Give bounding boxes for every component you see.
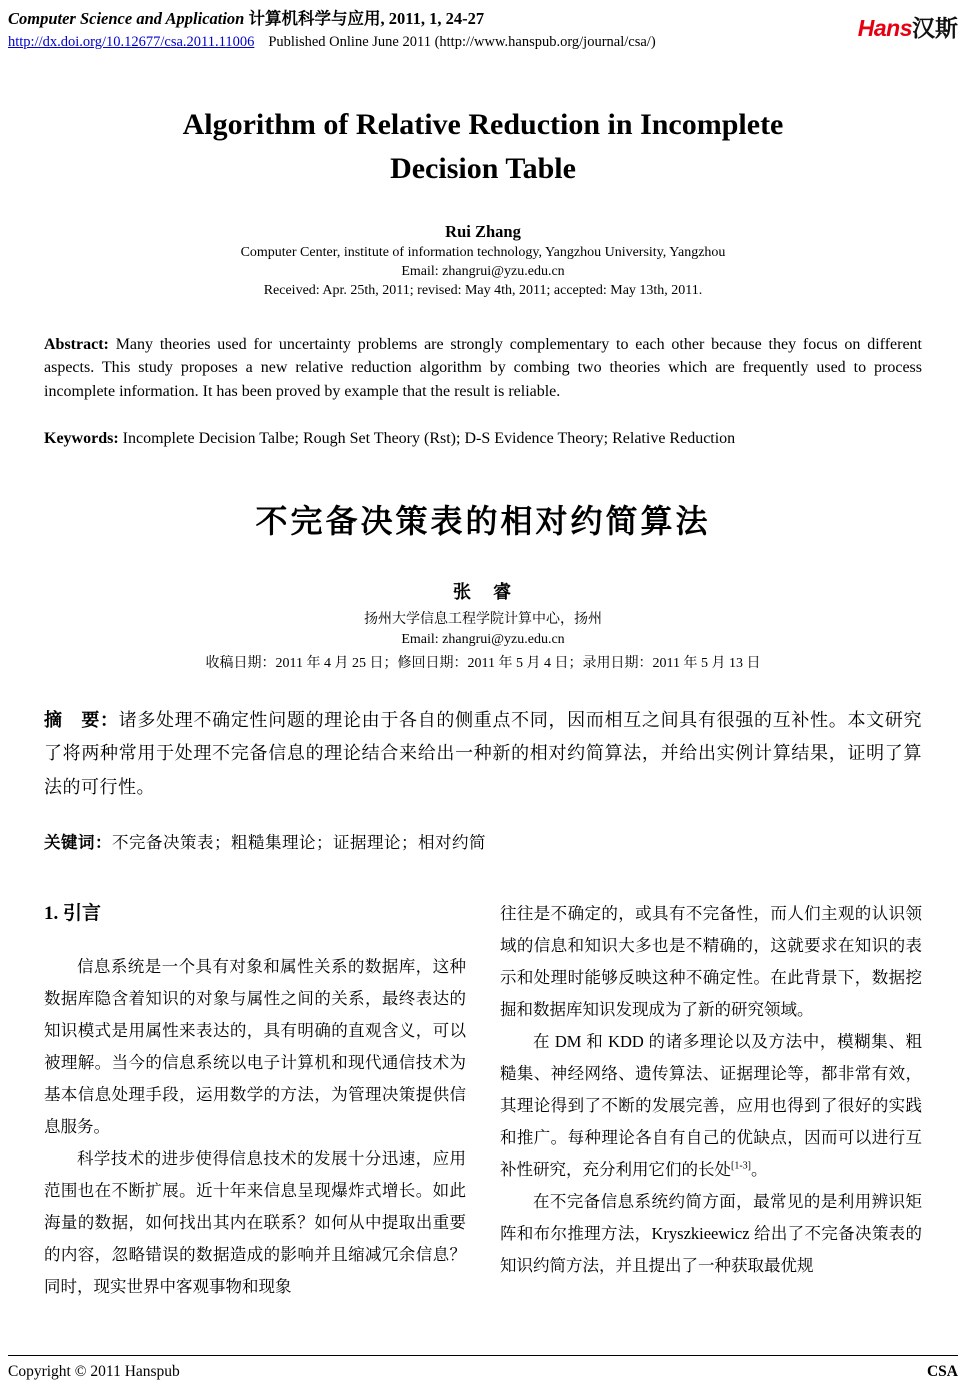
intro-paragraph-1: 信息系统是一个具有对象和属性关系的数据库，这种数据库隐含着知识的对象与属性之间的关系，最终表达的知识模式是用属性来表达的，具有明确的直观含义，可以被理解。当今的信息系统以电子计算机和现代通信技术为基本信息处理手段，运用数学的方法，为管理决策提供信息服务。 — [44, 957, 466, 1137]
paper-title-english — [44, 103, 922, 190]
journal-name-chinese: 计算机科学与应用, 2011, 1, 24-27 — [244, 9, 485, 28]
intro-paragraph-2: 科学技术的进步使得信息技术的发展十分迅速，应用范围也在不断扩展。近十年来信息呈现爆炸式增长。如此海量的数据，如何找出其内在联系？如何从中提取出重要的内容，忽略错误的数据造成的影响并且缩减冗余信息？同时，现实世界中客观事物和现象 — [44, 1149, 466, 1297]
paper-title-chinese: 不完备决策表的相对约简算法 — [255, 503, 711, 540]
journal-abbreviation: CSA — [926, 1363, 958, 1380]
author-affiliation-chinese: 扬州大学信息工程学院计算中心，扬州 — [364, 612, 602, 628]
abstract-label: Abstract: — [44, 336, 109, 354]
journal-info — [8, 8, 656, 51]
intro-paragraph-3-end: 。 — [751, 1160, 768, 1180]
section-heading-introduction: 1. 引言 — [44, 903, 102, 925]
paper-title-english-line1: Algorithm of Relative Reduction in Incomplete — [182, 108, 784, 142]
hanspub-logo-chinese-text: 汉斯 — [912, 15, 958, 41]
two-column-body — [44, 898, 922, 1303]
author-block-english — [44, 222, 922, 299]
journal-name-english: Computer Science and Application — [8, 9, 245, 28]
intro-paragraph-2-continued: 往往是不确定的，或具有不完备性，而人们主观的认识领域的信息和知识大多也是不精确的，这就要求在知识的表示和处理时能够反映这种不确定性。在此背景下，数据挖掘和数据库知识发现成为了新的研究领域。 — [500, 904, 922, 1020]
page-footer — [8, 1355, 958, 1381]
intro-paragraph-3 — [500, 1026, 922, 1186]
hanspub-logo-hans-text: Hans — [857, 15, 912, 41]
paper-title-english-line2: Decision Table — [390, 151, 576, 185]
right-column — [500, 898, 922, 1303]
keywords-label-chinese: 关键词： — [44, 832, 112, 852]
abstract-label-chinese: 摘 要： — [44, 710, 119, 731]
intro-paragraph-4: 在不完备信息系统约简方面，最常见的是利用辨识矩阵和布尔推理方法，Kryszkieewicz 给出了不完备决策表的知识约简方法，并且提出了一种获取最优规 — [500, 1192, 922, 1276]
keywords-text: Incomplete Decision Talbe; Rough Set Theory (Rst); D-S Evidence Theory; Relative Reduction — [118, 429, 736, 447]
author-affiliation: Computer Center, institute of information technology, Yangzhou University, Yangzhou — [240, 245, 726, 261]
author-name: Rui Zhang — [445, 222, 521, 242]
keywords-text-chinese: 不完备决策表；粗糙集理论；证据理论；相对约简 — [112, 832, 486, 852]
left-column — [44, 898, 466, 1303]
doi-line — [8, 34, 656, 51]
author-email: Email: zhangrui@yzu.edu.cn — [401, 264, 565, 280]
published-info: Published Online June 2011 (http://www.hanspub.org/journal/csa/) — [268, 34, 656, 51]
abstract-text-chinese: 诸多处理不确定性问题的理论由于各自的侧重点不同，因而相互之间具有很强的互补性。本文研究了将两种常用于处理不完备信息的理论结合来给出一种新的相对约简算法，并给出实例计算结果，证明了算法的可行性。 — [44, 710, 923, 797]
keywords-english — [44, 427, 922, 450]
citation-reference: [1-3] — [731, 1160, 751, 1172]
abstract-chinese — [44, 704, 922, 804]
copyright-notice: Copyright © 2011 Hanspub — [8, 1363, 180, 1380]
hanspub-logo — [858, 10, 958, 43]
author-email-chinese: Email: zhangrui@yzu.edu.cn — [401, 632, 565, 648]
abstract-english — [44, 333, 922, 403]
received-dates: Received: Apr. 25th, 2011; revised: May 4th, 2011; accepted: May 13th, 2011. — [263, 283, 703, 299]
keywords-chinese — [44, 830, 922, 856]
paper-content — [0, 103, 966, 1303]
author-block-chinese — [44, 578, 922, 672]
author-name-chinese: 张 睿 — [453, 582, 513, 603]
doi-link[interactable]: http://dx.doi.org/10.12677/csa.2011.11006 — [8, 34, 255, 51]
intro-paragraph-3-text: 在 DM 和 KDD 的诸多理论以及方法中，模糊集、粗糙集、神经网络、遗传算法、证据理论等，都非常有效，其理论得到了不断的发展完善，应用也得到了很好的实践和推广。每种理论各自有自己的优缺点，因而可以进行互补性研究，充分利用它们的长处 — [500, 1032, 922, 1180]
journal-title-line — [8, 8, 656, 30]
received-dates-chinese: 收稿日期：2011 年 4 月 25 日；修回日期：2011 年 5 月 4 日；录用日期：2011 年 5 月 13 日 — [205, 656, 761, 672]
keywords-label: Keywords: — [44, 429, 119, 447]
journal-header — [0, 0, 966, 51]
abstract-text: Many theories used for uncertainty problems are strongly complementary to each other because they focus on different aspects. This study proposes a new relative reduction algorithm by combing two theories which are frequently used to process incomplete information. It has been proved by example that the result is reliable. — [44, 336, 922, 400]
